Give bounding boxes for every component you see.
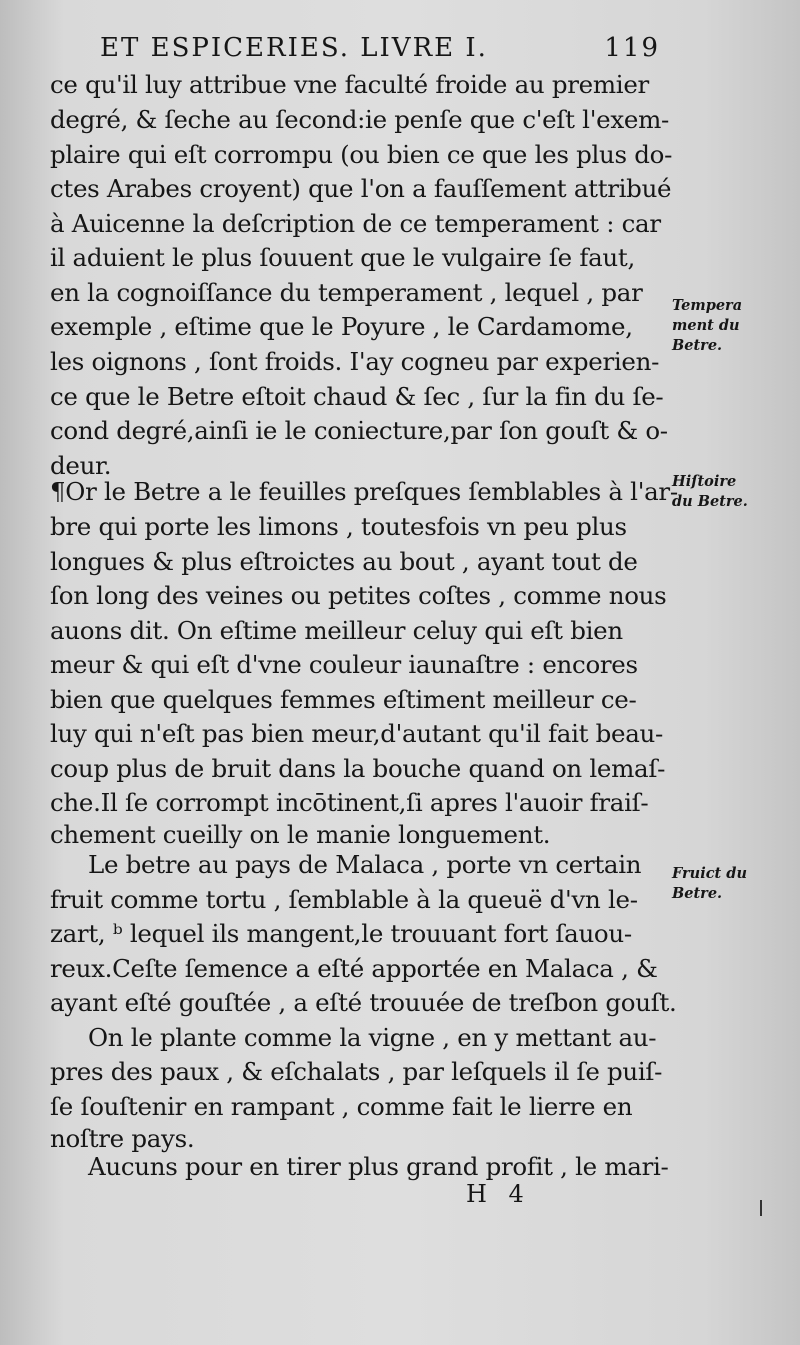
text-line: Aucuns pour en tirer plus grand profit , le mari- <box>88 1152 669 1181</box>
text-line: plaire qui eſt corrompu (ou bien ce que les plus do- <box>50 140 673 169</box>
text-line: ce que le Betre eſtoit chaud & ſec , ſur la fin du ſe- <box>50 382 664 411</box>
text-line: degré, & ſeche au ſecond:ie penſe que c'eſt l'exem- <box>50 105 669 134</box>
margin-note-line: Betre. <box>672 337 723 354</box>
text-line: longues & plus eſtroictes au bout , ayant tout de <box>50 547 638 576</box>
margin-note-line: Tempera <box>672 297 743 314</box>
text-line: il aduient le plus ſouuent que le vulgaire ſe faut, <box>50 243 635 272</box>
text-line: pres des paux , & eſchalats , par leſquels il ſe puiſ- <box>50 1057 663 1086</box>
ink-speck <box>760 1200 762 1216</box>
text-line: ¶Or le Betre a le feuilles preſques ſemblables à l'ar- <box>50 477 678 506</box>
text-line: en la cognoiſſance du temperament , lequel , par <box>50 278 643 307</box>
text-line: coup plus de bruit dans la bouche quand on lemaſ- <box>50 754 666 783</box>
text-line: On le plante comme la vigne , en y mettant au- <box>88 1023 657 1052</box>
text-line: che.Il ſe corrompt incōtinent,ſi apres l'auoir fraiſ- <box>50 788 649 817</box>
text-line: ayant eſté gouſtée , a eſté trouuée de treſbon gouſt. <box>50 988 677 1017</box>
text-line: ce qu'il luy attribue vne faculté froide au premier <box>50 70 649 99</box>
text-line: auons dit. On eſtime meilleur celuy qui eſt bien <box>50 616 623 645</box>
margin-note-line: Hiſtoire <box>672 473 737 490</box>
signature-mark: H 4 <box>466 1180 524 1208</box>
text-line: chement cueilly on le manie longuement. <box>50 820 551 849</box>
text-line: à Auicenne la deſcription de ce temperament : car <box>50 209 661 238</box>
margin-note-line: du Betre. <box>672 493 748 510</box>
text-line: ſon long des veines ou petites coſtes , comme nous <box>50 581 667 610</box>
text-line: cond degré,ainſi ie le coniecture,par ſon gouſt & o- <box>50 416 668 445</box>
text-line: exemple , eſtime que le Poyure , le Cardamome, <box>50 312 633 341</box>
text-line: meur & qui eſt d'vne couleur iaunaſtre : encores <box>50 650 638 679</box>
margin-note-line: Fruict du <box>672 865 747 882</box>
text-line: bien que quelques femmes eſtiment meilleur ce- <box>50 685 637 714</box>
text-line: Le betre au pays de Malaca , porte vn certain <box>88 850 642 879</box>
running-header <box>100 33 660 69</box>
margin-note-line: Betre. <box>672 885 723 902</box>
text-line: bre qui porte les limons , toutesfois vn peu plus <box>50 512 627 541</box>
text-line: ſe ſouſtenir en rampant , comme fait le lierre en <box>50 1092 633 1121</box>
text-line: luy qui n'eſt pas bien meur,d'autant qu'il fait beau- <box>50 719 664 748</box>
text-line: fruit comme tortu , ſemblable à la queuë d'vn le- <box>50 885 638 914</box>
text-line: noſtre pays. <box>50 1124 195 1153</box>
text-line: ctes Arabes croyent) que l'on a fauſſement attribué <box>50 174 672 203</box>
margin-note-line: ment du <box>672 317 740 334</box>
text-line: les oignons , ſont froids. I'ay cogneu par experien- <box>50 347 660 376</box>
text-line: reux.Ceſte ſemence a eſté apportée en Malaca , & <box>50 954 658 983</box>
margin-note-histoire <box>672 472 748 512</box>
text-line: deur. <box>50 451 112 480</box>
margin-note-temperament <box>672 296 742 356</box>
text-line: zart, ᵇ lequel ils mangent,le trouuant fort ſauou- <box>50 919 632 948</box>
running-title: ET ESPICERIES. LIVRE I. <box>100 33 488 63</box>
folio-number: 119 <box>604 33 660 63</box>
margin-note-fruit <box>672 864 747 904</box>
